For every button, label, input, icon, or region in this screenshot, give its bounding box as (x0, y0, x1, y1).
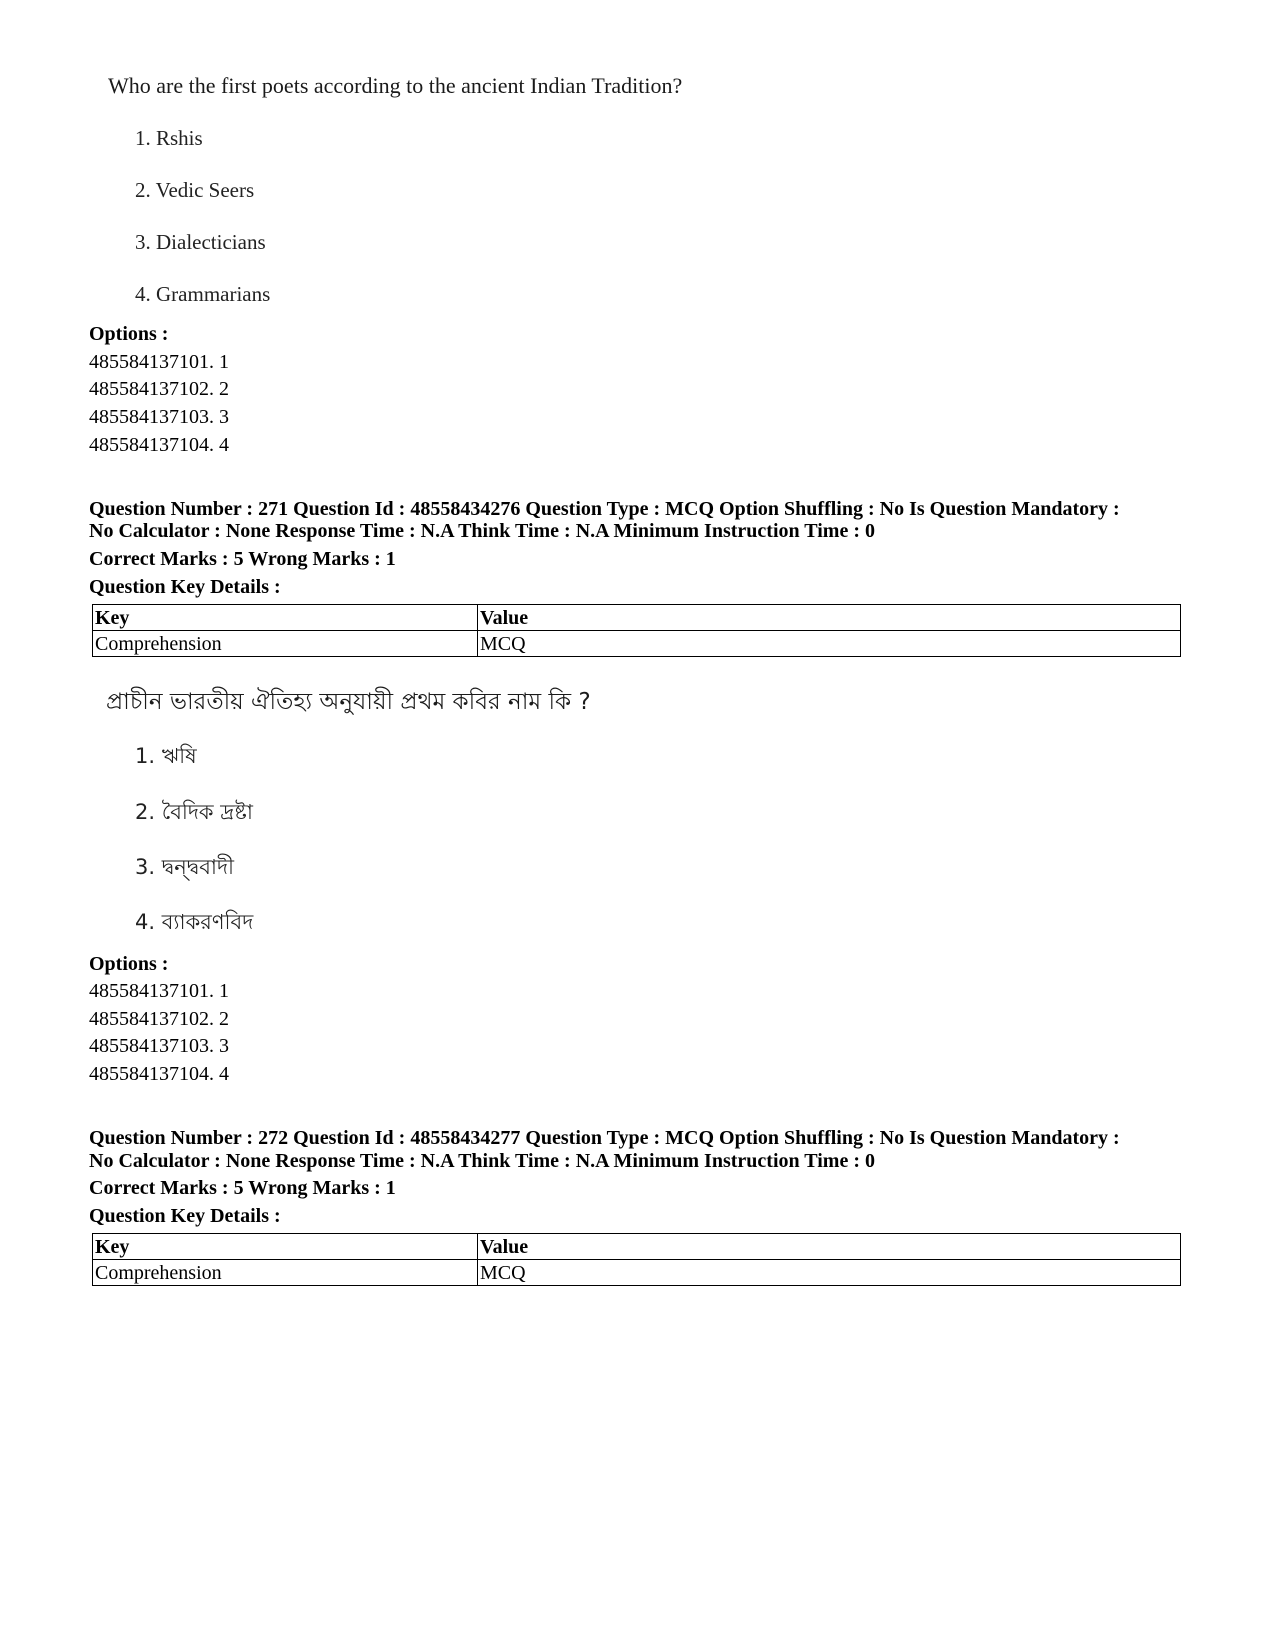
question-option-2: 2. বৈদিক দ্রষ্টা (135, 800, 253, 824)
table-cell-key: Comprehension (93, 631, 478, 657)
question-option-4: 4. Grammarians (135, 282, 271, 306)
option-id-2: 485584137102. 2 (89, 378, 229, 400)
options-label: Options : (89, 323, 169, 345)
table-cell-key: Comprehension (93, 1260, 478, 1286)
question-option-2: 2. Vedic Seers (135, 178, 255, 202)
question-meta-line2: No Calculator : None Response Time : N.A Think Time : N.A Minimum Instruction Time : 0 (89, 520, 875, 542)
marks-line: Correct Marks : 5 Wrong Marks : 1 (89, 548, 396, 570)
table-cell-value: MCQ (478, 1260, 1181, 1286)
key-details-label: Question Key Details : (89, 1205, 281, 1227)
question-option-4: 4. ব্যাকরণবিদ (135, 910, 254, 934)
option-id-3: 485584137103. 3 (89, 1035, 229, 1057)
table-header-value: Value (478, 605, 1181, 631)
table-cell-value: MCQ (478, 631, 1181, 657)
key-value-table (92, 1233, 1181, 1286)
table-header-value: Value (478, 1234, 1181, 1260)
question-text-bengali: প্রাচীন ভারতীয় ঐতিহ্য অনুযায়ী প্রথম কবির নাম কি ? (106, 689, 591, 715)
table-row (93, 631, 1181, 657)
question-meta-line1: Question Number : 271 Question Id : 48558434276 Question Type : MCQ Option Shuffling : No Is Question Mandatory : (89, 498, 1120, 520)
option-id-2: 485584137102. 2 (89, 1008, 229, 1030)
table-row (93, 1234, 1181, 1260)
key-value-table (92, 604, 1181, 657)
question-option-3: 3. Dialecticians (135, 230, 266, 254)
table-header-key: Key (93, 1234, 478, 1260)
options-label: Options : (89, 953, 169, 975)
table-row (93, 1260, 1181, 1286)
table-header-key: Key (93, 605, 478, 631)
option-id-1: 485584137101. 1 (89, 351, 229, 373)
question-text-english: Who are the first poets according to the ancient Indian Tradition? (108, 73, 683, 98)
option-id-4: 485584137104. 4 (89, 434, 229, 456)
key-details-label: Question Key Details : (89, 576, 281, 598)
marks-line: Correct Marks : 5 Wrong Marks : 1 (89, 1177, 396, 1199)
question-option-3: 3. দ্বন্দ্ববাদী (135, 855, 235, 879)
table-row (93, 605, 1181, 631)
option-id-3: 485584137103. 3 (89, 406, 229, 428)
option-id-1: 485584137101. 1 (89, 980, 229, 1002)
question-option-1: 1. Rshis (135, 126, 203, 150)
option-id-4: 485584137104. 4 (89, 1063, 229, 1085)
question-meta-line1: Question Number : 272 Question Id : 48558434277 Question Type : MCQ Option Shuffling : No Is Question Mandatory : (89, 1127, 1120, 1149)
question-meta-line2: No Calculator : None Response Time : N.A Think Time : N.A Minimum Instruction Time : 0 (89, 1150, 875, 1172)
question-option-1: 1. ঋষি (135, 744, 197, 768)
